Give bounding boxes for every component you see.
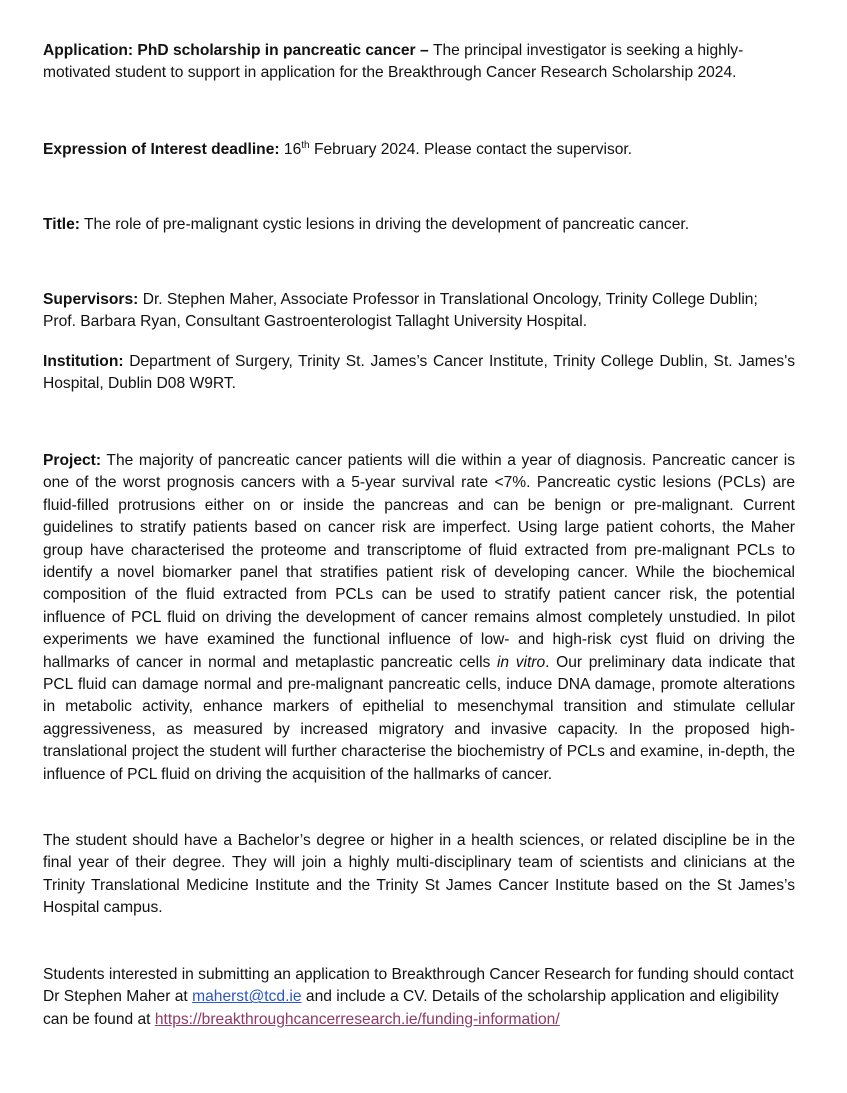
supervisors-label: Supervisors: (43, 291, 139, 308)
application-paragraph (43, 40, 795, 85)
student-paragraph (43, 830, 795, 920)
email-link[interactable]: maherst@tcd.ie (192, 988, 302, 1006)
application-text: The principal investigator is seeking a highly-motivated student to support in application for the Breakthrough Cancer Research Scholarship 2024. (43, 42, 744, 82)
title-paragraph (43, 214, 795, 236)
deadline-day-suffix: th (301, 139, 310, 151)
title-label: Title: (43, 216, 80, 233)
title-text: The role of pre-malignant cystic lesions in driving the development of pancreatic cancer. (84, 216, 690, 233)
contact-text-2: and include a CV. Details of the scholarship application and eligibility can be found at (43, 988, 779, 1028)
supervisors-text: Dr. Stephen Maher, Associate Professor in Translational Oncology, Trinity College Dublin; Prof. Barbara Ryan, Consultant Gastroenterologist Tallaght University Hospital. (43, 291, 758, 331)
application-dash: – (415, 42, 433, 59)
contact-paragraph (43, 964, 795, 1031)
deadline-text: February 2024. Please contact the supervisor. (313, 141, 633, 158)
project-label: Project: (43, 452, 102, 469)
project-paragraph (43, 450, 795, 786)
project-italic: in vitro (496, 653, 546, 671)
contact-text-1: Students interested in submitting an application to Breakthrough Cancer Research for funding should contact Dr Stephen Maher at (43, 966, 794, 1006)
application-label: Application: PhD scholarship in pancreatic cancer (43, 42, 416, 59)
institution-label: Institution: (43, 353, 124, 370)
student-text: The student should have a Bachelor’s degree or higher in a health sciences, or related discipline be in the final year of their degree. They will join a highly multi-disciplinary team of scientists and clinicians at the Trinity Translational Medicine Institute and the Trinity St James Cancer Institute based on the St James’s Hospital campus. (43, 832, 795, 917)
deadline-day: 16 (283, 141, 302, 158)
deadline-label: Expression of Interest deadline: (43, 141, 280, 158)
deadline-paragraph (43, 139, 795, 161)
project-text-after: . Our preliminary data indicate that PCL fluid can damage normal and pre-malignant pancreatic cells, induce DNA damage, promote alterations in metabolic activity, enhance markers of epithelial to mesenchymal transition and stimulate cellular aggressiveness, as measured by increased migratory and invasive capacity. In the proposed high-translational project the student will further characterise the biochemistry of PCLs and examine, in-depth, the influence of PCL fluid on driving the acquisition of the hallmarks of cancer. (43, 653, 795, 783)
institution-text: Department of Surgery, Trinity St. James’s Cancer Institute, Trinity College Dublin, St. James's Hospital, Dublin D08 W9RT. (43, 353, 795, 393)
supervisors-paragraph (43, 289, 795, 334)
institution-paragraph (43, 351, 795, 396)
project-text: The majority of pancreatic cancer patients will die within a year of diagnosis. Pancreatic cancer is one of the worst prognosis cancers with a 5-year survival rate <7%. Pancreatic cystic lesions (PCLs) are fluid-filled protrusions either on or inside the pancreas and can be benign or pre-malignant. Current guidelines to stratify patients based on cancer risk are imperfect. Using large patient cohorts, the Maher group have characterised the proteome and transcriptome of fluid extracted from pre-malignant PCLs to identify a novel biomarker panel that stratifies patient risk of developing cancer. While the biochemical composition of the fluid extracted from PCLs can be used to stratify patient cancer risk, the potential influence of PCL fluid on driving the development of cancer remains almost completely unstudied. In pilot experiments we have examined the functional influence of low- and high-risk cyst fluid on driving the hallmarks of cancer in normal and metaplastic pancreatic cells (43, 452, 795, 671)
funding-info-link[interactable]: https://breakthroughcancerresearch.ie/funding-information/ (154, 1010, 560, 1028)
